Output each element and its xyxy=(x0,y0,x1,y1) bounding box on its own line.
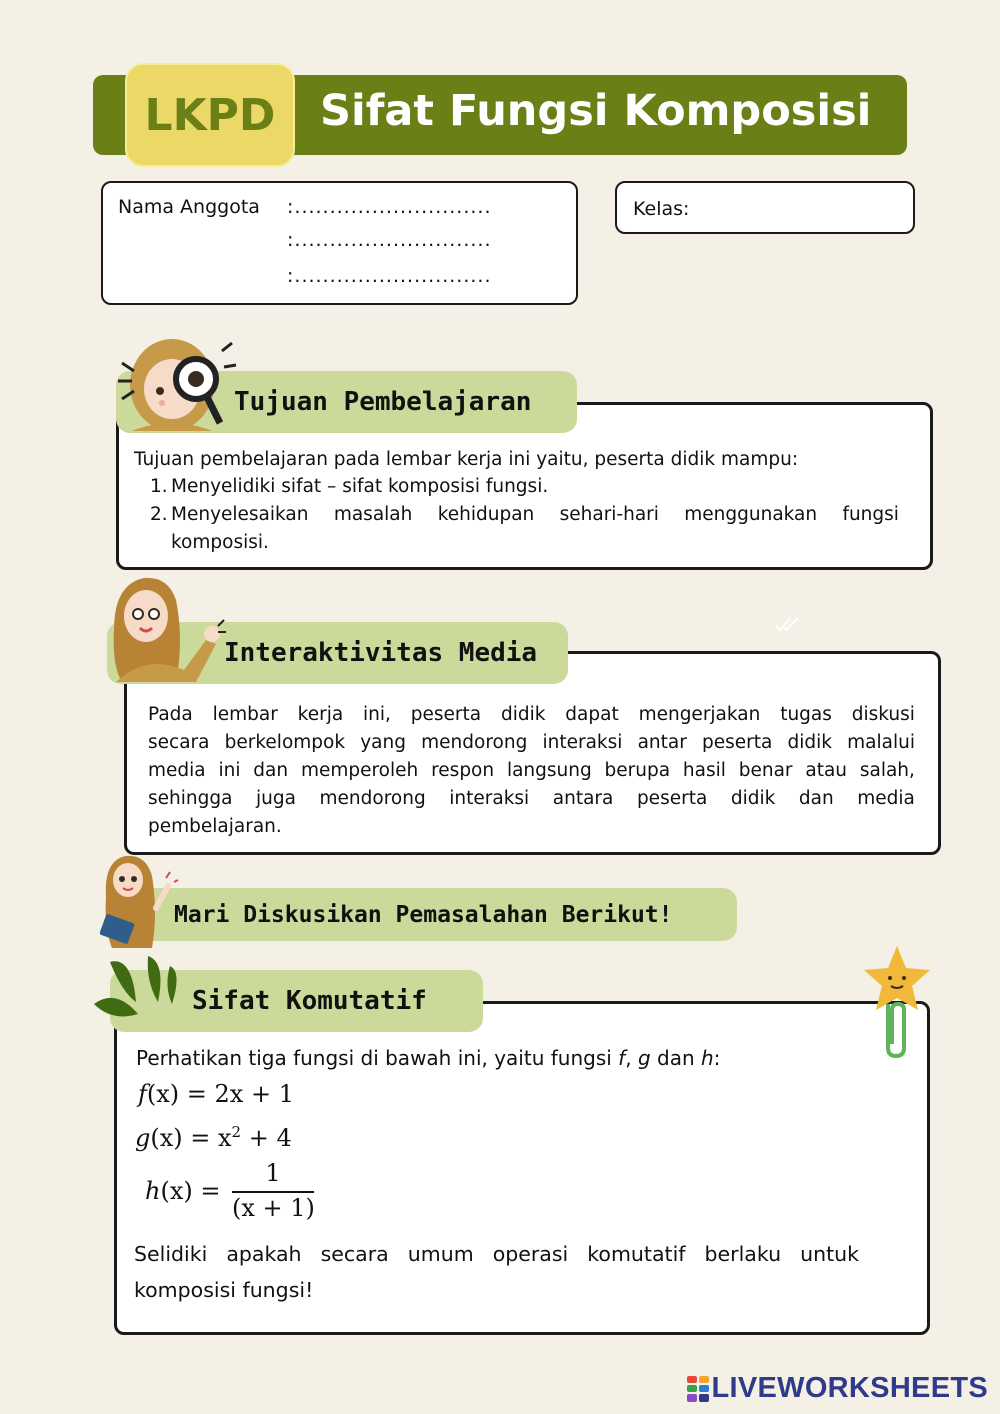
word: apakah xyxy=(226,1242,302,1266)
intro-and: dan xyxy=(650,1046,701,1070)
check-decor-icon xyxy=(774,616,804,632)
eq-g-rest-b: + 4 xyxy=(241,1124,292,1152)
word: mendorong xyxy=(319,788,426,809)
liveworksheets-logo-icon xyxy=(687,1376,709,1402)
question-line-2: komposisi fungsi! xyxy=(134,1278,314,1302)
equation-g xyxy=(135,1123,292,1152)
discussion-title: Mari Diskusikan Pemasalahan Berikut! xyxy=(174,901,673,928)
word: untuk xyxy=(800,1242,859,1266)
word: dan xyxy=(798,788,834,809)
word: dan xyxy=(253,760,289,781)
word: dapat xyxy=(565,704,619,725)
word: benar xyxy=(738,760,793,781)
word: juga xyxy=(256,788,296,809)
objective-1-text: Menyelidiki sifat – sifat komposisi fungsi. xyxy=(171,476,549,497)
intro-f: f xyxy=(618,1046,626,1070)
word: ini, xyxy=(363,704,391,725)
word: didik xyxy=(500,704,546,725)
intro-text: Perhatikan tiga fungsi di bawah ini, yaitu fungsi xyxy=(136,1046,619,1070)
commutative-title: Sifat Komutatif xyxy=(192,986,427,1016)
word: langsung xyxy=(506,760,592,781)
commutative-intro xyxy=(136,1046,720,1070)
word: atau xyxy=(805,760,848,781)
word: Menyelesaikan xyxy=(171,504,309,525)
word: peserta xyxy=(702,732,773,753)
word: mendorong xyxy=(421,732,528,753)
word: interaksi xyxy=(449,788,530,809)
eq-g-exp: 2 xyxy=(231,1123,242,1141)
word: secara xyxy=(320,1242,389,1266)
media-line-2 xyxy=(148,729,915,757)
liveworksheets-brand[interactable] xyxy=(687,1372,989,1405)
star-clip-icon xyxy=(862,944,932,1060)
eq-h-lhs: h xyxy=(145,1177,161,1205)
word: secara xyxy=(148,732,210,753)
question-line-1 xyxy=(134,1240,859,1268)
objectives-intro: Tujuan pembelajaran pada lembar kerja ini yaitu, peserta didik mampu: xyxy=(134,449,799,470)
member-line-3[interactable]: :............................ xyxy=(287,265,492,287)
word: tugas xyxy=(780,704,832,725)
media-line-5: pembelajaran. xyxy=(148,816,282,837)
word: interaksi xyxy=(542,732,623,753)
word: antara xyxy=(552,788,614,809)
word: peserta xyxy=(636,788,708,809)
lkpd-badge xyxy=(125,63,295,167)
objective-2-line-2: komposisi. xyxy=(171,532,269,553)
word: salah, xyxy=(859,760,915,781)
media-line-4 xyxy=(148,785,915,813)
word: menggunakan xyxy=(684,504,818,525)
eq-g-lhs: g xyxy=(135,1124,151,1152)
page-title: Sifat Fungsi Komposisi xyxy=(320,86,872,136)
equation-f xyxy=(138,1080,294,1108)
intro-colon: : xyxy=(713,1046,721,1070)
word: operasi xyxy=(492,1242,569,1266)
word: umum xyxy=(407,1242,474,1266)
word: ini xyxy=(218,760,241,781)
brand-name: LIVEWORKSHEETS xyxy=(711,1372,988,1404)
word: malalui xyxy=(847,732,915,753)
word: fungsi xyxy=(842,504,899,525)
word: yang xyxy=(360,732,406,753)
eq-h-numerator: 1 xyxy=(265,1159,281,1187)
fraction-bar xyxy=(232,1191,314,1193)
class-label: Kelas: xyxy=(633,198,690,220)
members-label: Nama Anggota xyxy=(118,196,260,218)
discussion-tab xyxy=(110,888,737,941)
word: hasil xyxy=(682,760,726,781)
equation-h-lhs xyxy=(145,1177,220,1205)
word: sehari-hari xyxy=(559,504,659,525)
girl-book-illustration xyxy=(100,852,180,952)
word: komutatif xyxy=(587,1242,686,1266)
media-line-3 xyxy=(148,757,915,785)
word: kehidupan xyxy=(437,504,535,525)
intro-h: h xyxy=(700,1046,714,1070)
word: mengerjakan xyxy=(638,704,761,725)
girl-waving-illustration xyxy=(106,570,230,690)
eq-f-lhs: f xyxy=(138,1080,147,1108)
member-line-1[interactable]: :............................ xyxy=(287,196,492,218)
intro-comma: , xyxy=(625,1046,638,1070)
word: masalah xyxy=(333,504,413,525)
word: didik xyxy=(787,732,832,753)
lkpd-badge-text: LKPD xyxy=(144,89,276,141)
leaf-decor-icon xyxy=(92,952,184,1024)
word: antar xyxy=(637,732,687,753)
word: sehingga xyxy=(148,788,233,809)
eq-h-rest: (x) = xyxy=(160,1177,221,1205)
word: media xyxy=(148,760,206,781)
word: respon xyxy=(431,760,495,781)
member-line-2[interactable]: :............................ xyxy=(287,229,492,251)
word: Selidiki xyxy=(134,1242,208,1266)
objective-2-number: 2. xyxy=(150,504,168,525)
media-title: Interaktivitas Media xyxy=(224,638,538,668)
word: diskusi xyxy=(851,704,915,725)
word: berlaku xyxy=(704,1242,782,1266)
word: memperoleh xyxy=(300,760,419,781)
media-line-1 xyxy=(148,701,915,729)
girl-magnifier-illustration xyxy=(112,323,242,435)
word: kerja xyxy=(297,704,344,725)
objective-1-number: 1. xyxy=(150,476,168,497)
word: lembar xyxy=(212,704,278,725)
word: berkelompok xyxy=(224,732,346,753)
word: peserta xyxy=(410,704,482,725)
objectives-title: Tujuan Pembelajaran xyxy=(234,387,532,417)
eq-h-denominator: (x + 1) xyxy=(232,1194,315,1222)
word: berupa xyxy=(604,760,671,781)
objective-2-line-1 xyxy=(171,501,899,529)
word: didik xyxy=(730,788,776,809)
intro-g: g xyxy=(637,1046,651,1070)
eq-g-rest-a: (x) = x xyxy=(150,1124,232,1152)
word: media xyxy=(857,788,915,809)
word: Pada xyxy=(148,704,193,725)
eq-f-rest: (x) = 2x + 1 xyxy=(146,1080,294,1108)
